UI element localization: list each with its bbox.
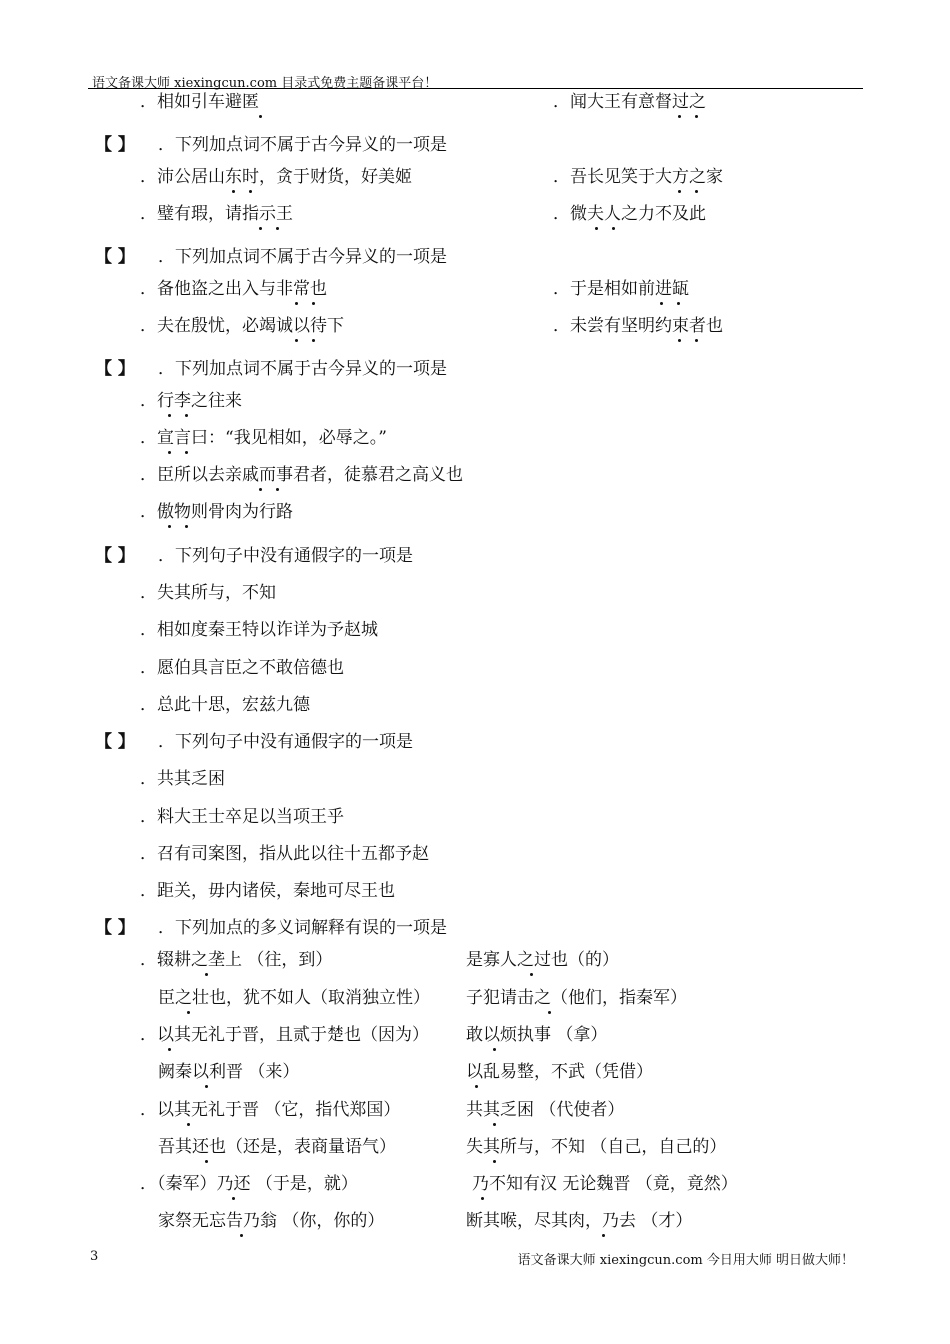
option-b: ．宣言曰：“我见相如，必辱之。” [140,428,387,448]
emphasis-dot [185,451,188,454]
emphasis-dot [249,190,252,193]
answer-bracket: 【 】 [95,135,135,155]
emphasis-dot [695,115,698,118]
emphasis-dot [168,451,171,454]
emphasis-dot [312,302,315,305]
question-stem: ．下列加点词不属于古今异义的一项是 [158,247,447,267]
option-b: ．料大王士卒足以当项王乎 [140,807,344,827]
header-rule [88,88,863,89]
option-b-line3: 阙秦以利晋 （来） [158,1062,300,1082]
option-d-line4: 断其喉，尽其肉，乃去 （才） [466,1211,693,1231]
emphasis-dot [312,339,315,342]
question-stem: ．下列加点的多义词解释有误的一项是 [158,918,447,938]
emphasis-dot [660,302,663,305]
emphasis-dot [695,339,698,342]
option-b-line2: 敢以烦执事 （拿） [466,1025,608,1045]
emphasis-dot [295,339,298,342]
question-stem: ．下列加点词不属于古今异义的一项是 [158,135,447,155]
answer-bracket: 【 】 [95,247,135,267]
answer-bracket: 【 】 [95,546,135,566]
emphasis-dot [205,1160,208,1163]
option-b: ．吾长见笑于大方之家 [553,167,723,187]
emphasis-dot [612,227,615,230]
option-c-line3: 吾其还也（还是，表商量语气） [158,1137,396,1157]
emphasis-dot [187,1123,190,1126]
emphasis-dot [276,488,279,491]
page-number: 3 [90,1249,99,1264]
option-a-line3: 臣之壮也，犹不如人（取消独立性） [158,988,430,1008]
emphasis-dot [259,488,262,491]
question-stem: ．下列句子中没有通假字的一项是 [158,732,413,752]
emphasis-dot [695,190,698,193]
emphasis-dot [548,1011,551,1014]
option-a: ．行李之往来 [140,391,242,411]
emphasis-dot [168,414,171,417]
answer-bracket: 【 】 [95,359,135,379]
option-a-line4: 子犯请击之（他们，指秦军） [466,988,687,1008]
answer-bracket: 【 】 [95,732,135,752]
option-c: ．臣所以去亲戚而事君者，徒慕君之高义也 [140,465,463,485]
emphasis-dot [493,1123,496,1126]
emphasis-dot [168,525,171,528]
emphasis-dot [493,1160,496,1163]
answer-bracket: 【 】 [95,918,135,938]
header-text: 语文备课大师 xiexingcun.com 目录式免费主题备课平台！ [92,76,438,91]
option-a: ．备他盗之出入与非常也 [140,279,327,299]
option-b-line4: 以乱易整，不武（凭借） [466,1062,653,1082]
option-c: ．召有司案图，指从此以往十五都予赵 [140,844,429,864]
emphasis-dot [205,1085,208,1088]
question-stem: ．下列加点词不属于古今异义的一项是 [158,359,447,379]
option-b: ．于是相如前进缻 [553,279,689,299]
emphasis-dot [187,1011,190,1014]
option-b-line1: ．以其无礼于晋，且贰于楚也（因为） [140,1025,429,1045]
emphasis-dot [602,1234,605,1237]
emphasis-dot [185,414,188,417]
emphasis-dot [677,302,680,305]
emphasis-dot [530,973,533,976]
emphasis-dot [232,190,235,193]
emphasis-dot [205,973,208,976]
emphasis-dot [276,227,279,230]
option-b: ．相如度秦王特以诈详为予赵城 [140,620,378,640]
question-stem: ．下列句子中没有通假字的一项是 [158,546,413,566]
option-c: ．相如引车避匿 [140,92,259,112]
option-a-line1: ．辍耕之垄上 （往，到） [140,950,333,970]
footer-slogan: 语文备课大师 xiexingcun.com 今日用大师 明日做大师！ [517,1253,854,1268]
option-d-line1: ．（秦军）乃还 （于是，就） [140,1174,358,1194]
option-d: ．总此十思，宏兹九德 [140,695,310,715]
emphasis-dot [232,1197,235,1200]
emphasis-dot [168,1048,171,1051]
option-d: ．闻大王有意督过之 [553,92,706,112]
option-d-line2: 乃不知有汉 无论魏晋 （竟，竟然） [472,1174,738,1194]
option-c-line4: 失其所与，不知 （自己，自己的） [466,1137,727,1157]
option-a: ．共其乏困 [140,769,225,789]
emphasis-dot [240,1234,243,1237]
option-c: ．璧有瑕，请指示王 [140,204,293,224]
emphasis-dot [259,115,262,118]
emphasis-dot [185,525,188,528]
emphasis-dot [678,190,681,193]
option-d: ．傲物则骨肉为行路 [140,502,293,522]
option-d: ．微夫人之力不及此 [553,204,706,224]
emphasis-dot [493,1048,496,1051]
emphasis-dot [259,227,262,230]
option-a-line2: 是寡人之过也（的） [466,950,619,970]
option-c-line2: 共其乏困 （代使者） [466,1100,625,1120]
option-c: ．夫在殷忧，必竭诚以待下 [140,316,344,336]
emphasis-dot [678,115,681,118]
emphasis-dot [475,1085,478,1088]
option-d: ．距关，毋内诸侯，秦地可尽王也 [140,881,395,901]
option-d: ．未尝有坚明约束者也 [553,316,723,336]
emphasis-dot [481,1197,484,1200]
option-c: ．愿伯具言臣之不敢倍德也 [140,658,344,678]
emphasis-dot [295,302,298,305]
option-a: ．沛公居山东时，贪于财货，好美姬 [140,167,412,187]
option-c-line1: ．以其无礼于晋 （它，指代郑国） [140,1100,401,1120]
option-d-line3: 家祭无忘告乃翁 （你，你的） [158,1211,385,1231]
option-a: ．失其所与，不知 [140,583,276,603]
emphasis-dot [678,339,681,342]
emphasis-dot [595,227,598,230]
